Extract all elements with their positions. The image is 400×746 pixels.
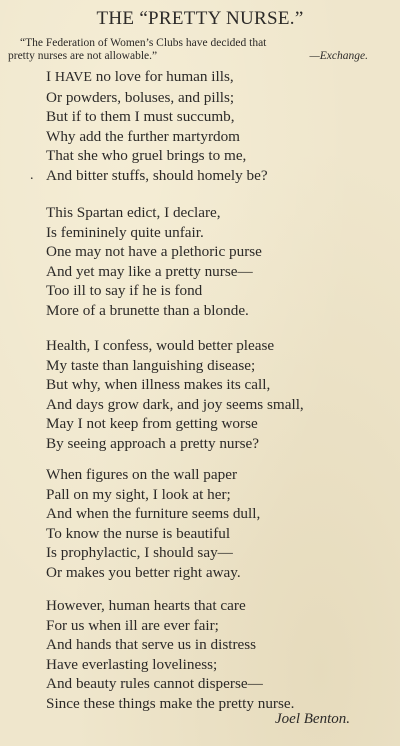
- verse-line: And hands that serve us in distress: [46, 636, 257, 654]
- verse-line: Why add the further martyrdom: [46, 127, 240, 145]
- verse-line: More of a brunette than a blonde.: [46, 301, 249, 319]
- verse-line: But why, when illness makes its call,: [46, 376, 271, 394]
- verse-line: When figures on the wall paper: [46, 466, 238, 483]
- verse-line: And days grow dark, and joy seems small,: [46, 395, 304, 413]
- epigraph-line-2: pretty nurses are not allowable.”: [8, 50, 158, 62]
- poem-title: THE “PRETTY NURSE.”: [96, 8, 304, 29]
- verse-line: Pall on my sight, I look at her;: [46, 485, 231, 503]
- verse-line: But if to them I must succumb,: [46, 108, 235, 126]
- author-signature: Joel Benton.: [275, 711, 350, 727]
- first-word-smallcaps: HAVE: [54, 70, 92, 85]
- verse-line: Or makes you better right away.: [46, 563, 241, 581]
- first-word: I: [46, 68, 52, 85]
- first-line-rest: no love for human ills,: [91, 68, 234, 85]
- stanza-4: [46, 465, 396, 583]
- verse-line: Is femininely quite unfair.: [46, 223, 204, 241]
- verse-line: This Spartan edict, I declare,: [46, 204, 221, 221]
- verse-line: To know the nurse is beautiful: [46, 524, 231, 542]
- verse-line: Is prophylactic, I should say—: [46, 544, 233, 562]
- verse-line: Have everlasting loveliness;: [46, 655, 218, 673]
- epigraph: [8, 37, 390, 63]
- verse-line: And when the furniture seems dull,: [46, 505, 261, 523]
- verse-line: Or powders, boluses, and pills;: [46, 88, 235, 106]
- epigraph-source: —Exchange.: [309, 50, 368, 62]
- verse-line: For us when ill are ever fair;: [46, 616, 219, 634]
- stanza-5: [46, 596, 396, 714]
- verse-line: However, human hearts that care: [46, 597, 246, 614]
- verse-line: Since these things make the pretty nurse.: [46, 694, 295, 712]
- verse-line: May I not keep from getting worse: [46, 415, 258, 433]
- stanza-3: [46, 336, 396, 454]
- stanza-2: [46, 203, 396, 321]
- verse-line: Health, I confess, would better please: [46, 337, 275, 354]
- verse-line: One may not have a plethoric purse: [46, 243, 262, 261]
- verse-line: And yet may like a pretty nurse—: [46, 262, 253, 280]
- verse-line: And bitter stuffs, should homely be?: [46, 166, 268, 184]
- verse-line: My taste than languishing disease;: [46, 356, 256, 374]
- verse-line: [46, 67, 396, 88]
- stray-mark: .: [30, 168, 34, 183]
- stanza-1: [46, 67, 396, 186]
- verse-line: And beauty rules cannot disperse—: [46, 675, 263, 693]
- verse-line: That she who gruel brings to me,: [46, 147, 247, 165]
- verse-line: Too ill to say if he is fond: [46, 282, 203, 300]
- epigraph-line-1: “The Federation of Women’s Clubs have decided that: [20, 37, 267, 49]
- verse-line: By seeing approach a pretty nurse?: [46, 434, 259, 452]
